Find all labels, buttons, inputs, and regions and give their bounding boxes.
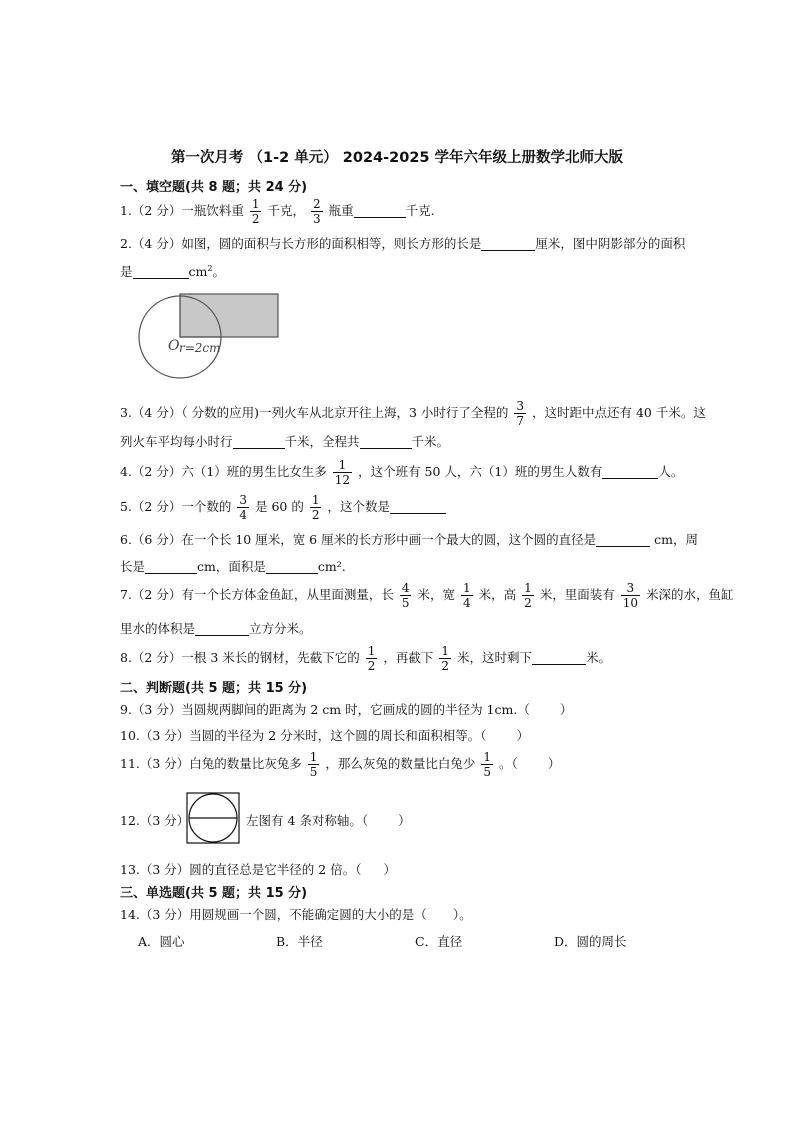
question-9 [120,700,572,718]
question-6-line-2 [120,557,346,575]
q3-answer-blank-2[interactable] [360,435,412,449]
q3-text-c: 列火车平均每小时行 [120,434,233,449]
q11-text-a: 11.（3 分）白兔的数量比灰兔多 [120,756,302,771]
q4-text-a: 4.（2 分）六（1）班的男生比女生多 [120,464,327,479]
q14-option-d[interactable]: D．圆的周长 [554,934,627,949]
q4-answer-blank[interactable] [602,465,658,479]
q7-fraction-2: $\frac{1}{4}$ [462,581,471,610]
q8-text-b: ，再截下 [383,650,434,665]
question-12-text [246,811,411,829]
q14-option-b[interactable]: B．半径 [276,934,323,949]
question-3-line-2 [120,432,449,450]
section-choice-heading: 三、单选题(共 5 题；共 15 分) [120,886,308,901]
q4-fraction: $\frac{1}{12}$ [334,458,351,487]
q1-text-c: 瓶重 [328,203,354,218]
question-6-line-1 [120,530,698,548]
q2-answer-blank-1[interactable] [481,237,535,251]
q1-text-a: 1.（2 分）一瓶饮料重 [120,203,244,218]
q6-answer-blank-3[interactable] [266,560,318,574]
question-8 [120,645,611,672]
q7-fraction-3: $\frac{1}{2}$ [524,581,532,610]
q6-text-c: 长是 [120,559,146,574]
q13-text-b: ） [383,862,396,877]
q7-text-g: 立方分米。 [249,621,312,636]
q7-text-a: 7.（2 分）有一个长方体金鱼缸，从里面测量，长 [120,587,394,602]
q7-text-c: 米，高 [478,587,517,602]
q6-text-e: cm². [317,559,346,574]
q7-fraction-4: $\frac{3}{10}$ [622,581,638,610]
q7-answer-blank[interactable] [195,622,249,636]
q3-text-b: ，这时距中点还有 40 千米。这 [532,405,706,420]
question-4 [120,459,683,486]
q7-text-e: 米深的水，鱼缸 [645,587,734,602]
q2-unit-superscript: 2 [207,263,213,273]
q2-shaded-rectangle [180,294,278,337]
q2-text-c: 是 [120,264,133,279]
question-13 [120,860,396,878]
q5-text-a: 5.（2 分）一个数的 [120,499,232,514]
q6-answer-blank-1[interactable] [596,533,650,547]
q2-text-a: 2.（4 分）如图，圆的面积与长方形的面积相等，则长方形的长是 [120,236,482,251]
question-12-number [120,811,189,829]
q14-option-a[interactable]: A．圆心 [138,934,185,949]
q12-text-c: ） [398,813,411,828]
q2-circle-rectangle-figure [138,290,288,380]
q2-text-d: cm [188,264,208,279]
q10-text-b: ） [516,728,529,743]
q11-text-b: ，那么灰兔的数量比白兔少 [325,756,476,771]
q9-text-b: ） [559,702,573,717]
question-3-line-1 [120,400,706,427]
q8-fraction-1: $\frac{1}{2}$ [367,644,376,673]
page-title: 第一次月考 （1-2 单元） 2024-2025 学年六年级上册数学北师大版 [170,150,624,166]
q12-square-circle-figure [186,792,240,844]
q14-text-a: 14.（3 分）用圆规画一个圆，不能确定圆的大小的是（ [120,907,427,922]
q14-option-c[interactable]: C．直径 [415,934,463,949]
q1-text-d: 千克. [405,203,435,218]
q2-radius-label: r=2cm [179,341,221,355]
section-fill-heading: 一、填空题(共 8 题；共 24 分) [120,180,308,195]
section-judge-heading: 二、判断题(共 5 题；共 15 分) [120,681,308,696]
q5-answer-blank[interactable] [390,500,446,514]
question-14 [120,905,472,923]
q7-text-b: 米，宽 [417,587,455,602]
q10-text-a: 10.（3 分）当圆的半径为 2 分米时，这个圆的周长和面积相等。（ [120,728,487,743]
q3-text-d: 千米，全程共 [284,434,360,449]
q2-center-label: O [168,338,180,354]
q6-answer-blank-2[interactable] [145,560,197,574]
question-2-line-1 [120,234,685,252]
q4-text-c: 人。 [658,464,684,479]
q6-text-d: cm，面积是 [197,559,266,574]
q3-fraction: $\frac{3}{7}$ [516,399,525,428]
q1-text-b: 千克， [267,203,305,218]
q11-text-c: 。（ [499,756,518,771]
question-10 [120,726,529,744]
q2-answer-blank-2[interactable] [133,265,189,279]
q8-text-d: 米。 [586,650,612,665]
q3-answer-blank-1[interactable] [233,435,285,449]
question-11 [120,751,560,778]
q12-text-a: 12.（3 分） [120,813,190,828]
q7-text-f: 里水的体积是 [120,621,196,636]
q7-text-d: 米，里面装有 [539,587,615,602]
q2-text-b: 厘米，图中阴影部分的面积 [535,236,686,251]
q1-fraction-1: $\frac{1}{2}$ [251,197,260,226]
q5-text-b: 是 60 的 [254,499,304,514]
q8-text-a: 8.（2 分）一根 3 米长的钢材，先截下它的 [120,650,360,665]
q5-text-c: ，这个数是 [327,499,390,514]
q1-answer-blank[interactable] [354,204,406,218]
q6-text-b: cm，周 [654,532,698,547]
question-7-line-2 [120,619,312,637]
q6-text-a: 6.（6 分）在一个长 10 厘米，宽 6 厘米的长方形中画一个最大的圆，这个圆的直径是 [120,532,597,547]
q8-answer-blank[interactable] [532,651,586,665]
q1-fraction-2: $\frac{2}{3}$ [312,197,321,226]
q9-text-a: 9.（3 分）当圆规两脚间的距离为 2 cm 时，它画成的圆的半径为 1cm.（ [120,702,530,717]
question-5 [120,494,446,521]
q3-text-a: 3.（4 分）（ 分数的应用)一列火车从北京开往上海，3 小时行了全程的 [120,405,509,420]
q14-text-b: ）。 [452,907,472,922]
question-7-line-1 [120,582,734,609]
q4-text-b: ，这个班有 50 人，六（1）班的男生人数有 [358,464,603,479]
q11-fraction-1: $\frac{1}{5}$ [309,750,318,779]
q3-text-e: 千米。 [411,434,450,449]
question-1 [120,198,435,225]
q5-fraction-1: $\frac{3}{4}$ [239,493,247,522]
q5-fraction-2: $\frac{1}{2}$ [311,493,320,522]
question-2-line-2 [120,262,225,280]
q7-fraction-1: $\frac{4}{5}$ [401,581,410,610]
q11-text-d: ） [547,756,561,771]
q8-text-c: 米，这时剩下 [457,650,533,665]
q12-text-b: 左图有 4 条对称轴。（ [246,813,369,828]
q2-text-e: 。 [212,264,225,279]
q13-text-a: 13.（3 分）圆的直径总是它半径的 2 倍。（ [120,862,362,877]
q11-fraction-2: $\frac{1}{5}$ [483,750,492,779]
q8-fraction-2: $\frac{1}{2}$ [441,644,450,673]
